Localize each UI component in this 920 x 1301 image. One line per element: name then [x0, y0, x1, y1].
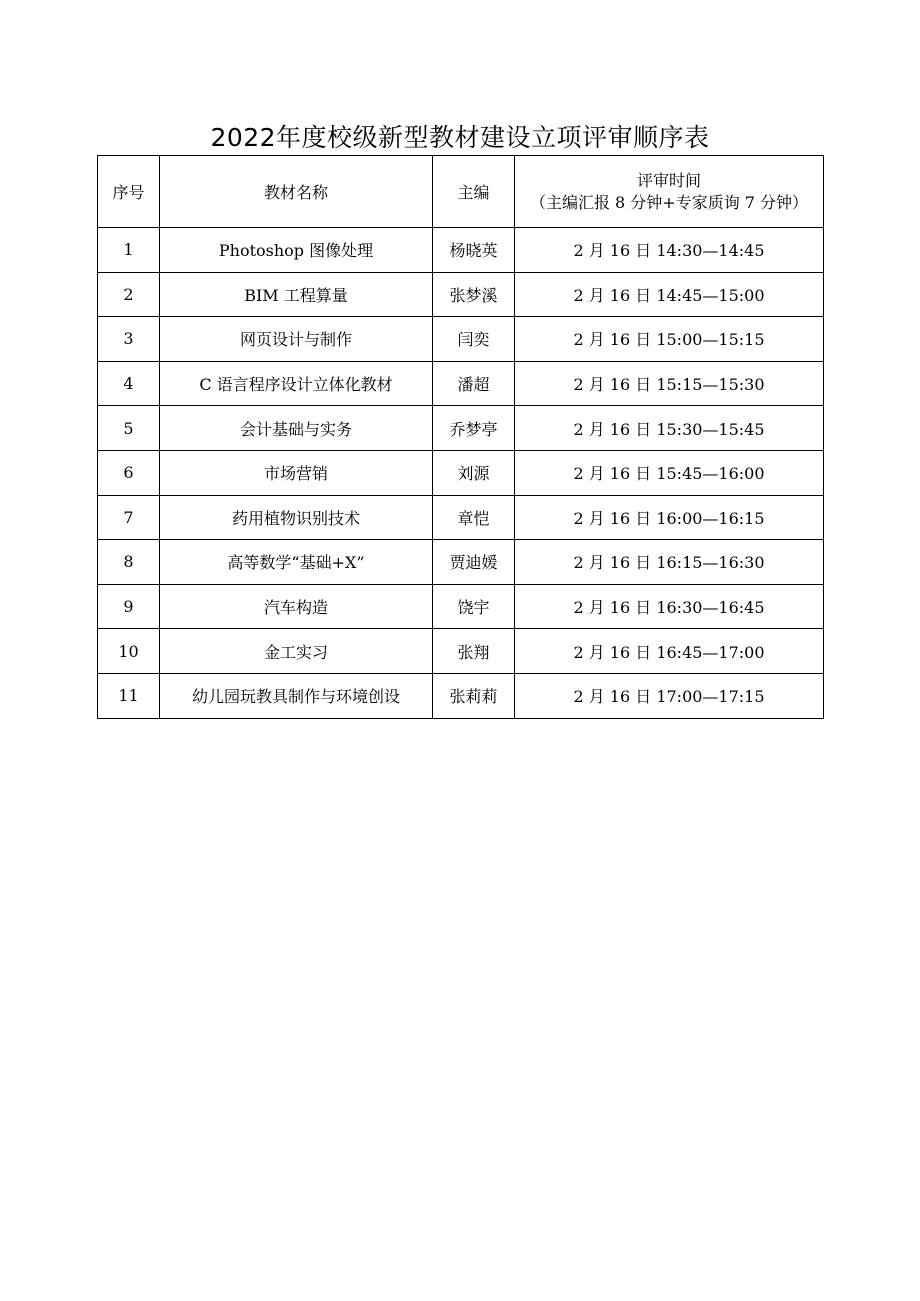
- cell-editor: 张翔: [433, 629, 515, 674]
- cell-no: 11: [98, 673, 160, 718]
- cell-review-time: 2 月 16 日 16:45—17:00: [515, 629, 824, 674]
- header-time: [515, 156, 824, 228]
- cell-textbook-name: 网页设计与制作: [160, 317, 433, 362]
- cell-review-time: 2 月 16 日 16:30—16:45: [515, 584, 824, 629]
- table-row: [98, 584, 824, 629]
- cell-textbook-name: 市场营销: [160, 450, 433, 495]
- cell-no: 4: [98, 361, 160, 406]
- cell-textbook-name: 高等数学“基础+X”: [160, 540, 433, 585]
- cell-no: 3: [98, 317, 160, 362]
- cell-textbook-name: 药用植物识别技术: [160, 495, 433, 540]
- cell-editor: 张梦溪: [433, 272, 515, 317]
- cell-no: 10: [98, 629, 160, 674]
- cell-editor: 乔梦亭: [433, 406, 515, 451]
- header-editor: 主编: [433, 156, 515, 228]
- cell-editor: 张莉莉: [433, 673, 515, 718]
- cell-no: 6: [98, 450, 160, 495]
- header-name: 教材名称: [160, 156, 433, 228]
- cell-editor: 杨晓英: [433, 228, 515, 273]
- table-row: [98, 629, 824, 674]
- table-header-row: [98, 156, 824, 228]
- cell-no: 1: [98, 228, 160, 273]
- cell-textbook-name: 幼儿园玩教具制作与环境创设: [160, 673, 433, 718]
- review-schedule-table: [97, 155, 824, 719]
- header-time-label: 评审时间: [636, 170, 701, 190]
- page-title: 2022年度校级新型教材建设立项评审顺序表: [210, 123, 710, 152]
- table-row: [98, 228, 824, 273]
- cell-no: 8: [98, 540, 160, 585]
- header-no: 序号: [98, 156, 160, 228]
- cell-editor: 刘源: [433, 450, 515, 495]
- cell-review-time: 2 月 16 日 15:30—15:45: [515, 406, 824, 451]
- table-row: [98, 317, 824, 362]
- cell-textbook-name: BIM 工程算量: [160, 272, 433, 317]
- cell-editor: 章恺: [433, 495, 515, 540]
- table-row: [98, 673, 824, 718]
- cell-editor: 潘超: [433, 361, 515, 406]
- cell-textbook-name: 汽车构造: [160, 584, 433, 629]
- cell-editor: 闫奕: [433, 317, 515, 362]
- cell-review-time: 2 月 16 日 15:45—16:00: [515, 450, 824, 495]
- table-row: [98, 495, 824, 540]
- cell-textbook-name: 会计基础与实务: [160, 406, 433, 451]
- table-row: [98, 406, 824, 451]
- cell-review-time: 2 月 16 日 15:15—15:30: [515, 361, 824, 406]
- cell-no: 5: [98, 406, 160, 451]
- header-time-note: （主编汇报 8 分钟+专家质询 7 分钟）: [529, 192, 809, 212]
- cell-no: 7: [98, 495, 160, 540]
- cell-review-time: 2 月 16 日 16:00—16:15: [515, 495, 824, 540]
- cell-review-time: 2 月 16 日 14:45—15:00: [515, 272, 824, 317]
- cell-editor: 饶宇: [433, 584, 515, 629]
- table-row: [98, 450, 824, 495]
- cell-review-time: 2 月 16 日 15:00—15:15: [515, 317, 824, 362]
- cell-textbook-name: Photoshop 图像处理: [160, 228, 433, 273]
- cell-editor: 贾迪媛: [433, 540, 515, 585]
- table-row: [98, 272, 824, 317]
- cell-textbook-name: C 语言程序设计立体化教材: [160, 361, 433, 406]
- cell-no: 2: [98, 272, 160, 317]
- cell-no: 9: [98, 584, 160, 629]
- cell-review-time: 2 月 16 日 14:30—14:45: [515, 228, 824, 273]
- cell-textbook-name: 金工实习: [160, 629, 433, 674]
- cell-review-time: 2 月 16 日 16:15—16:30: [515, 540, 824, 585]
- cell-review-time: 2 月 16 日 17:00—17:15: [515, 673, 824, 718]
- table-row: [98, 361, 824, 406]
- table-row: [98, 540, 824, 585]
